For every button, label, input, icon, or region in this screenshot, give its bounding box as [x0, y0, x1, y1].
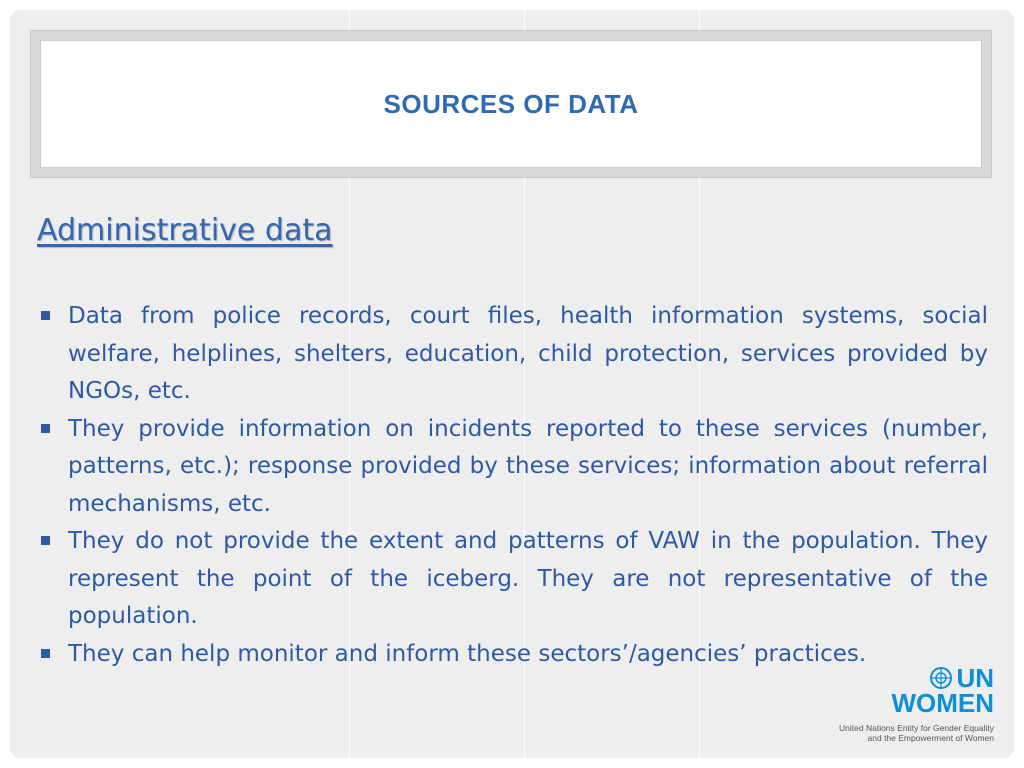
- logo-un-text: UN: [956, 663, 994, 693]
- section-heading: Administrative data: [37, 213, 333, 248]
- title-panel: [40, 40, 982, 168]
- bullet-item: [36, 411, 988, 524]
- un-emblem-icon: [929, 666, 953, 690]
- square-bullet-icon: [41, 536, 50, 545]
- logo-tagline-line: and the Empowerment of Women: [867, 733, 994, 743]
- logo-women-text: WOMEN: [891, 688, 994, 718]
- title-frame: [30, 30, 992, 178]
- square-bullet-icon: [41, 311, 50, 320]
- bullet-text: They do not provide the extent and patterns of VAW in the population. They represent the point of the iceberg. They are not representative of the population.: [68, 528, 988, 629]
- bullet-text: They can help monitor and inform these sectors’/agencies’ practices.: [68, 640, 867, 667]
- logo-tagline-line: United Nations Entity for Gender Equality: [839, 723, 994, 733]
- slide: [10, 10, 1014, 758]
- bullet-list: [36, 298, 988, 673]
- slide-title: SOURCES OF DATA: [383, 88, 639, 119]
- un-women-logo: [836, 665, 998, 750]
- square-bullet-icon: [41, 424, 50, 433]
- logo-tagline: [839, 723, 994, 743]
- bullet-item: [36, 298, 988, 411]
- square-bullet-icon: [41, 649, 50, 658]
- bullet-text: Data from police records, court files, health information systems, social welfare, helplines, shelters, education, child protection, services provided by NGOs, etc.: [68, 303, 988, 404]
- bullet-text: They provide information on incidents reported to these services (number, patterns, etc.); response provided by these services; information about referral mechanisms, etc.: [68, 415, 988, 517]
- bullet-item: [36, 523, 988, 636]
